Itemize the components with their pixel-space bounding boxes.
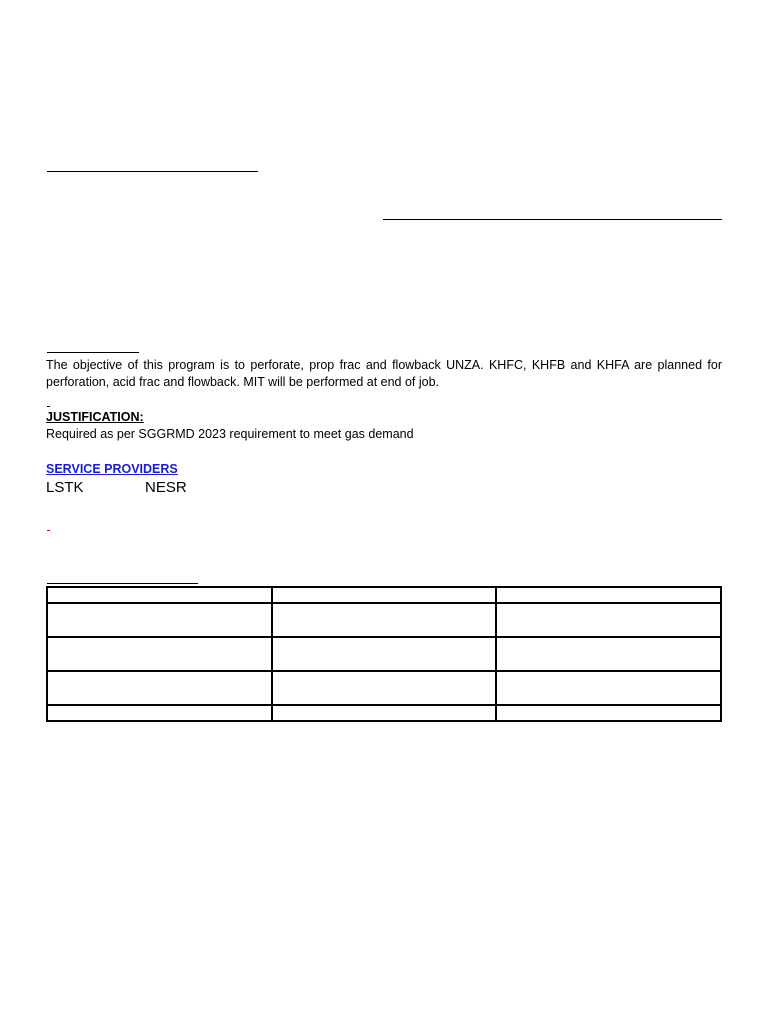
table-cell (496, 671, 721, 705)
table-row (47, 637, 721, 671)
table-cell (272, 705, 497, 721)
service-provider-2: NESR (145, 479, 187, 496)
table-row (47, 587, 721, 603)
objective-paragraph: The objective of this program is to perforate, prop frac and flowback UNZA. KHFC, KHFB and KHFA are planned for perforation, acid frac and flowback. MIT will be performed at end of job. (46, 358, 722, 389)
service-provider-1: LSTK (46, 479, 84, 496)
table-cell (272, 671, 497, 705)
heading-underline-2 (383, 219, 722, 220)
table-cell (496, 587, 721, 603)
table-heading-underline (47, 583, 198, 584)
table-cell (496, 603, 721, 637)
table-cell (47, 637, 272, 671)
justification-heading: JUSTIFICATION: (46, 410, 144, 424)
data-table (46, 586, 722, 722)
table-cell (496, 705, 721, 721)
table-cell (272, 603, 497, 637)
table-cell (47, 587, 272, 603)
underline-mark (47, 406, 50, 407)
table-cell (47, 603, 272, 637)
objective-heading-underline (47, 352, 139, 353)
table-cell (272, 587, 497, 603)
table-cell (47, 705, 272, 721)
table-row (47, 671, 721, 705)
service-providers-heading[interactable]: SERVICE PROVIDERS (46, 462, 178, 476)
table-cell (47, 671, 272, 705)
table-row (47, 705, 721, 721)
red-underline-mark (47, 530, 50, 531)
table-row (47, 603, 721, 637)
justification-text: Required as per SGGRMD 2023 requirement to meet gas demand (46, 427, 414, 441)
table-cell (496, 637, 721, 671)
heading-underline-1 (47, 171, 258, 172)
table-cell (272, 637, 497, 671)
